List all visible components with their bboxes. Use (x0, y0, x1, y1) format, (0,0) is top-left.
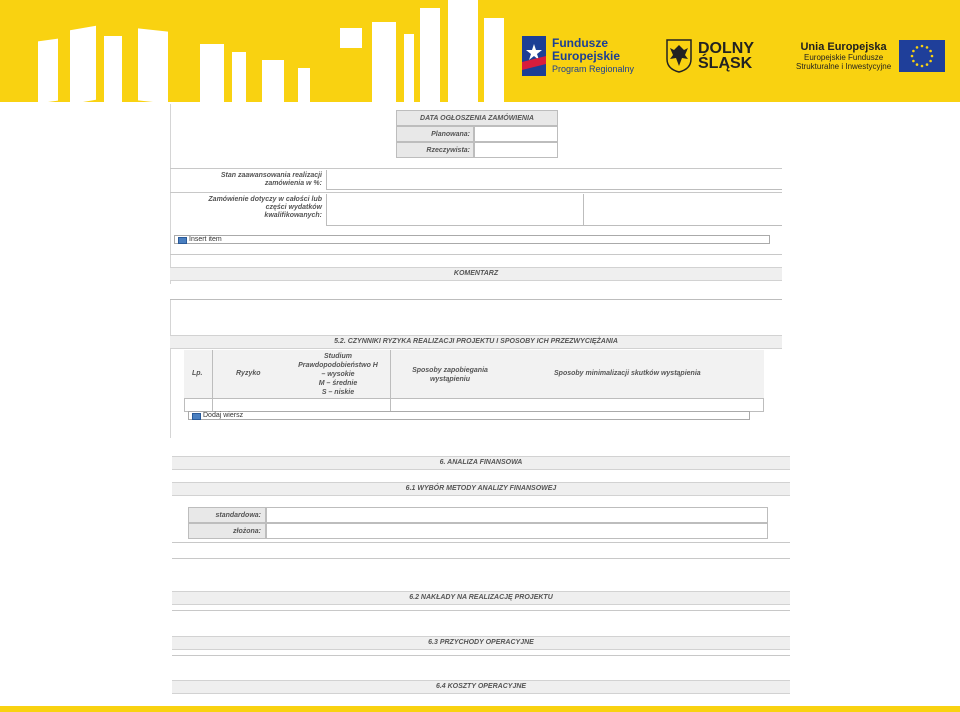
zamowienie-label: Zamówienie dotyczy w całości lub części wydatków kwalifikowanych: (208, 196, 322, 219)
unia-europejska-logo (796, 32, 945, 80)
planowana-label: Planowana: (396, 126, 474, 142)
decor-block (104, 36, 122, 102)
rzeczywista-label: Rzeczywista: (396, 142, 474, 158)
fe-line1: Fundusze (552, 35, 608, 50)
decor-block (298, 68, 310, 102)
zlozona-input[interactable] (266, 523, 768, 539)
decor-block (372, 22, 396, 102)
col-studium: Studium Prawdopodobieństwo H – wysokie M – średnie S – niskie (298, 353, 378, 396)
divider (170, 168, 782, 169)
col-sep (390, 350, 391, 412)
decor-block (232, 52, 246, 102)
dodaj-wiersz-label: Dodaj wiersz (203, 412, 244, 419)
stan-label: Stan zaawansowania realizacji zamówienia w %: (220, 172, 322, 187)
col-zapobiegania: Sposoby zapobiegania wystąpieniu (412, 367, 488, 383)
form-screenshot-top (170, 104, 788, 438)
decor-block (420, 8, 440, 102)
eu-flag-icon (899, 40, 945, 72)
stan-input[interactable] (326, 170, 782, 190)
fe-line3: Program Regionalny (552, 63, 635, 74)
fe-star-icon (522, 36, 546, 76)
decor-block (138, 28, 168, 102)
decor-block (200, 44, 224, 102)
divider (170, 192, 782, 193)
insert-item-button[interactable] (174, 235, 770, 244)
komentarz-input[interactable] (170, 284, 782, 300)
divider (170, 254, 782, 255)
divider (172, 655, 790, 656)
ds-line1: DOLNY (698, 40, 754, 57)
rzeczywista-input[interactable] (474, 142, 558, 158)
ue-line1: Unia Europejska (800, 40, 887, 53)
form-screenshot-bottom (172, 452, 790, 706)
dodaj-wiersz-button[interactable] (188, 411, 750, 420)
divider (172, 558, 790, 559)
zamowienie-input-right[interactable] (584, 194, 782, 226)
insert-item-label: Insert item (189, 236, 222, 243)
komentarz-header: KOMENTARZ (170, 267, 782, 281)
section-61-header: 6.1 WYBÓR METODY ANALIZY FINANSOWEJ (172, 482, 790, 496)
insert-icon (178, 237, 187, 244)
col-minimalizacji: Sposoby minimalizacji skutków wystąpienia (554, 370, 701, 377)
col-ryzyko: Ryzyko (236, 370, 261, 377)
standardowa-input[interactable] (266, 507, 768, 523)
standardowa-label: standardowa: (188, 507, 266, 523)
zamowienie-input[interactable] (326, 194, 584, 226)
ue-line3: Strukturalne i Inwestycyjne (796, 61, 892, 71)
zlozona-label: złożona: (188, 523, 266, 539)
decor-block (38, 39, 58, 102)
dolny-slask-logo (666, 32, 754, 80)
planowana-input[interactable] (474, 126, 558, 142)
decor-block (262, 60, 284, 102)
col-lp: Lp. (192, 370, 203, 377)
header-banner (0, 0, 960, 102)
decor-block (448, 0, 478, 102)
divider (172, 610, 790, 611)
row-sep (184, 398, 764, 399)
footer-bar (0, 706, 960, 712)
decor-block (484, 18, 504, 102)
ds-line2: ŚLĄSK (698, 55, 753, 72)
section-63-header: 6.3 PRZYCHODY OPERACYJNE (172, 636, 790, 650)
section-6-header: 6. ANALIZA FINANSOWA (172, 456, 790, 470)
section-64-header: 6.4 KOSZTY OPERACYJNE (172, 680, 790, 694)
fe-line2: Europejskie (552, 48, 621, 63)
ogloszenie-title: DATA OGŁOSZENIA ZAMÓWIENIA (396, 110, 558, 126)
decor-block (70, 26, 96, 102)
section-62-header: 6.2 NAKŁADY NA REALIZACJĘ PROJEKTU (172, 591, 790, 605)
col-sep (212, 350, 213, 412)
ue-line2: Europejskie Fundusze (804, 52, 884, 62)
decor-block (404, 34, 414, 102)
fundusze-logo (522, 32, 634, 80)
decor-block (340, 28, 362, 48)
eagle-crest-icon (666, 39, 692, 73)
section-52-header: 5.2. CZYNNIKI RYZYKA REALIZACJI PROJEKTU I SPOSOBY ICH PRZEZWYCIĘŻANIA (170, 335, 782, 349)
add-row-icon (192, 413, 201, 420)
divider (172, 542, 790, 543)
